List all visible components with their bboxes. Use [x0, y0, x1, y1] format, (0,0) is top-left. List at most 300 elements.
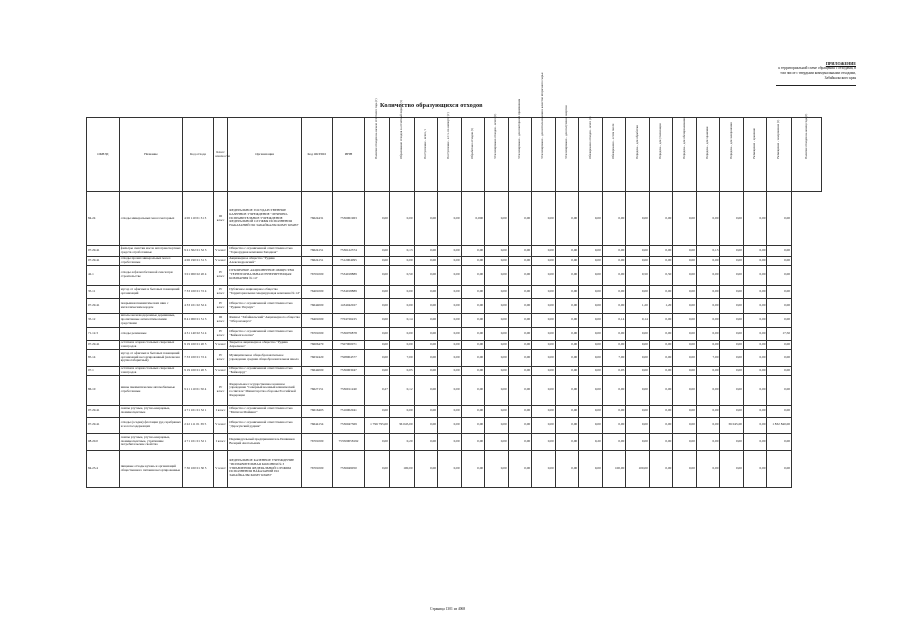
column-header [119, 118, 182, 192]
cell-value: 0,00 [579, 192, 603, 246]
cell-cls: V класс [213, 450, 227, 487]
cell-value: 0,00 [602, 192, 626, 246]
cell-value: 0,00 [579, 450, 603, 487]
cell-value: 0,00 [532, 349, 556, 366]
cell-value: 0,00 [532, 285, 556, 298]
cell-code: 4 06 190 01 31 3 [183, 257, 214, 266]
cell-value: 0,00 [720, 433, 744, 450]
cell-value: 0,00 [461, 285, 485, 298]
cell-value: 0,00 [696, 192, 720, 246]
cell-oktmo: 76606470 [301, 340, 332, 349]
column-header [485, 113, 509, 192]
cell-value: 100,00 [602, 450, 626, 487]
cell-value: 17,50 [767, 327, 792, 340]
cell-value: 0,00 [508, 375, 532, 405]
cell-value: 0,00 [696, 417, 720, 433]
cell-value: 0,00 [649, 417, 673, 433]
cell-value: 0,00 [555, 366, 579, 375]
cell-inn: 7516002041 [332, 405, 365, 417]
cell-org: Филиал "Забайкальский" Акционерного общества "Оборонэнерго" [228, 313, 302, 327]
cell-value: 0,00 [461, 433, 485, 450]
cell-cls: V класс [213, 366, 227, 375]
cell-org: Общество с ограниченной ответственностью "Байкалруд" [228, 366, 302, 375]
column-header [301, 118, 332, 192]
cell-inn: 7534018889 [332, 265, 365, 285]
table-row [87, 375, 822, 405]
cell-value: 0,00 [461, 366, 485, 375]
cell-inn: 7507000071 [332, 340, 365, 349]
cell-value: 0,00 [696, 285, 720, 298]
cell-value: 0,00 [743, 433, 767, 450]
cell-inn: 7704726225 [332, 313, 365, 327]
cell-code: 9 19 100 01 20 5 [183, 366, 214, 375]
cell-value: 0,00 [602, 285, 626, 298]
cell-inn: 1434042027 [332, 298, 365, 313]
cell-value: 0,00 [485, 298, 509, 313]
cell-value: 0,00 [532, 433, 556, 450]
cell-value: 0,00 [365, 327, 390, 340]
cell-value: 0,00 [532, 192, 556, 246]
column-header-label: Передача - для утилизации [658, 123, 663, 159]
cell-value: 1,20 [626, 298, 650, 313]
column-header [532, 72, 556, 192]
cell-value: 0,00 [485, 313, 509, 327]
cell-value: 0,00 [532, 366, 556, 375]
table-row [87, 417, 822, 433]
cell-value: 0,00 [720, 192, 744, 246]
cell-oktmo: 76624151 [301, 246, 332, 257]
appendix-line: к территориальной схеме обращения с отходами, в [778, 66, 856, 70]
cell-cls: IV класс [213, 285, 227, 298]
cell-value: 0,00 [414, 366, 438, 375]
cell-value: 1 832 840,00 [767, 417, 792, 433]
column-header-label: Утилизировано - для повторного применения [517, 98, 522, 159]
cell-cls: IV класс [213, 265, 227, 285]
cell-value: 0,00 [508, 417, 532, 433]
cell-value: 0,00 [461, 340, 485, 349]
column-header-label: Утилизировано отходов - всего (т) [493, 113, 498, 159]
cell-inn: 7536063047 [332, 366, 365, 375]
cell-value: 0,20 [389, 433, 414, 450]
appendix-title: ПРИЛОЖЕНИЕ [825, 61, 856, 66]
cell-code: 9 19 100 01 20 5 [183, 340, 214, 349]
table-row [87, 450, 822, 487]
cell-value: 0,00 [461, 375, 485, 405]
column-header-label: Передача - для захоронения [728, 121, 733, 159]
cell-value: 0,00 [602, 298, 626, 313]
cell-value: 0,00 [696, 340, 720, 349]
cell-inn: 7536076878 [332, 327, 365, 340]
table-row [87, 257, 822, 266]
cell-value: 0,00 [720, 257, 744, 266]
cell-value: 0,00 [743, 246, 767, 257]
cell-inn: 7536122374 [332, 246, 365, 257]
cell-value: 0,00 [414, 417, 438, 433]
cell-value: 0,00 [649, 450, 673, 487]
cell-value: 0,00 [438, 340, 462, 349]
cell-value: 0,00 [485, 246, 509, 257]
cell-code: 4 33 101 02 52 4 [183, 298, 214, 313]
cell-oktmo: 76616403 [301, 405, 332, 417]
cell-value: 0,00 [389, 405, 414, 417]
cell-value: 0,00 [767, 246, 792, 257]
cell-value: 0,00 [532, 313, 556, 327]
cell-value: 0,00 [365, 192, 390, 246]
column-header [720, 118, 744, 192]
cell-value: 0,00 [365, 313, 390, 327]
cell-value: 0,00 [767, 298, 792, 313]
cell-code: 4 06 110 01 31 3 [183, 192, 214, 246]
cell-value: 0,00 [414, 246, 438, 257]
cell-value: 0,00 [414, 298, 438, 313]
cell-name: мусор от офисных и бытовых помещений организаций [119, 285, 182, 298]
cell-name: отходы минеральных масел моторных [119, 192, 182, 246]
cell-value: 0,00 [365, 246, 390, 257]
cell-value: 0,00 [508, 265, 532, 285]
cell-value: 0,00 [602, 257, 626, 266]
cell-value: 0,00 [579, 285, 603, 298]
cell-value: 7,00 [696, 349, 720, 366]
column-header-label: Размещение - захоронение (т) [776, 119, 781, 159]
column-header [649, 118, 673, 192]
cell-name: фильтры очистки масла автотранспортных средств отработанные [119, 246, 182, 257]
cell-oktmo: 76401000 [301, 285, 332, 298]
cell-value: 0,00 [508, 285, 532, 298]
cell-oktmo: 76644000 [301, 366, 332, 375]
column-header [183, 118, 214, 192]
cell-value: 0,00 [555, 349, 579, 366]
cell-org: Муниципальное общеобразовательное учреждение средняя общеобразовательная школа [228, 349, 302, 366]
cell-value: 0,00 [365, 433, 390, 450]
cell-value: 0,00 [438, 450, 462, 487]
cell-org: Общество с ограниченной ответственностью "Дарасунский рудник" [228, 417, 302, 433]
cell-code: 7 33 100 01 72 4 [183, 285, 214, 298]
cell-value: 0,00 [696, 265, 720, 285]
cell-value: 0,00 [626, 366, 650, 375]
cell-value: 0,00 [602, 405, 626, 417]
cell-value: 0,00 [649, 313, 673, 327]
cell-name: отходы резиновые [119, 327, 182, 340]
cell-value: 0,05 [602, 366, 626, 375]
cell-cls: V класс [213, 340, 227, 349]
column-header-label: Передача - для обезвреживания [681, 116, 686, 159]
cell-inn: 7536061963 [332, 192, 365, 246]
column-header-label: Наличие отходов на конец года (т) [803, 113, 808, 159]
cell-org: Общество с ограниченной ответственностью "Байкалгеология" [228, 327, 302, 340]
cell-value: 0,00 [438, 285, 462, 298]
cell-name: пищевые отходы кухонь и организаций общественного питания несортированные [119, 450, 182, 487]
cell-code: 4 31 140 02 51 4 [183, 327, 214, 340]
cell-value: 0,00 [414, 192, 438, 246]
cell-value: 0,00 [438, 246, 462, 257]
table-body [87, 192, 822, 488]
cell-value: 0,00 [649, 433, 673, 450]
cell-value: 0,00 [555, 246, 579, 257]
cell-value: 0,00 [673, 366, 697, 375]
cell-value: 0,00 [555, 375, 579, 405]
cell-okved: 07.1 [87, 366, 120, 375]
cell-code: 2 22 111 01 39 5 [183, 417, 214, 433]
cell-value: 0,00 [461, 327, 485, 340]
cell-value: 100,00 [389, 450, 414, 487]
cell-value: 0,00 [720, 340, 744, 349]
cell-value: 0,00 [365, 340, 390, 349]
table-row [87, 265, 822, 285]
table-header-row [87, 118, 822, 192]
cell-value: 0,00 [673, 450, 697, 487]
cell-value: 0,00 [673, 375, 697, 405]
table-row [87, 313, 822, 327]
cell-value: 0,00 [579, 257, 603, 266]
cell-value: 0,50 [626, 265, 650, 285]
cell-value: 0,00 [365, 257, 390, 266]
cell-value: 0,00 [461, 298, 485, 313]
cell-value: 0,00 [696, 450, 720, 487]
cell-name: остатки и огарки стальных сварочных электродов [119, 366, 182, 375]
document-title: Количество образующихся отходов [380, 102, 483, 109]
page-footer: Страница 1301 из 4068 [430, 607, 466, 611]
table-row [87, 405, 822, 417]
cell-value: 0,00 [626, 417, 650, 433]
cell-value: 0,00 [414, 257, 438, 266]
cell-cls: V класс [213, 257, 227, 266]
cell-value: 0,00 [508, 433, 532, 450]
cell-value: 0,00 [532, 246, 556, 257]
cell-value: 0,00 [696, 375, 720, 405]
cell-name: остатки и огарки стальных сварочных электродов [119, 340, 182, 349]
cell-value: 0,00 [673, 246, 697, 257]
cell-value: 0,00 [767, 450, 792, 487]
cell-oktmo: 76632420 [301, 349, 332, 366]
appendix-rule [776, 85, 856, 86]
cell-value: 0,00 [461, 405, 485, 417]
cell-oktmo: 76701000 [301, 433, 332, 450]
cell-value: 0,00 [743, 192, 767, 246]
cell-value: 0,00 [767, 285, 792, 298]
table-row [87, 433, 822, 450]
cell-value: 0,00 [579, 375, 603, 405]
cell-value: 0,00 [673, 313, 697, 327]
cell-value: 0,00 [508, 450, 532, 487]
cell-value: 0,50 [389, 265, 414, 285]
cell-value: 0,00 [696, 327, 720, 340]
cell-code: 9 21 110 01 50 4 [183, 375, 214, 405]
cell-okved: 86.10 [87, 375, 120, 405]
cell-value: 0,00 [508, 246, 532, 257]
cell-code: 7 33 100 01 72 4 [183, 349, 214, 366]
cell-value: 0,00 [485, 192, 509, 246]
cell-value: 0,00 [461, 417, 485, 433]
cell-value: 0,12 [389, 375, 414, 405]
cell-value: 0,00 [532, 257, 556, 266]
cell-value: 0,00 [743, 327, 767, 340]
cell-value: 0,00 [602, 375, 626, 405]
cell-value: 0,00 [626, 285, 650, 298]
cell-value: 0,00 [389, 192, 414, 246]
cell-value: 0,20 [579, 433, 603, 450]
cell-cls: V класс [213, 417, 227, 433]
cell-value: 0,00 [720, 349, 744, 366]
cell-oktmo: 76644154 [301, 417, 332, 433]
column-header [602, 118, 626, 192]
cell-value: 36 045,00 [389, 417, 414, 433]
cell-value: 36 045,00 [720, 417, 744, 433]
cell-value: 0,00 [365, 366, 390, 375]
cell-oktmo: 76701000 [301, 265, 332, 285]
cell-inn: 7536911240 [332, 375, 365, 405]
cell-org: Закрытое акционерное общество "Рудник Апрелково" [228, 340, 302, 349]
cell-value: 0,00 [626, 246, 650, 257]
cell-value: 0,00 [414, 405, 438, 417]
cell-value: 1 796 795,00 [365, 417, 390, 433]
cell-value: 0,00 [673, 257, 697, 266]
cell-code: 4 71 101 01 52 1 [183, 405, 214, 417]
cell-cls: IV класс [213, 375, 227, 405]
cell-value: 0,27 [365, 375, 390, 405]
cell-name: лампы ртутные, ртутно-кварцевые, люминесцентные, утратившие потребительские свойства [119, 433, 182, 450]
column-header-label: Код отхода [190, 151, 206, 156]
cell-value: 0,00 [508, 327, 532, 340]
cell-value: 0,00 [602, 433, 626, 450]
appendix-line: Забайкальского края [824, 76, 856, 80]
cell-value: 0,00 [767, 313, 792, 327]
table-row [87, 327, 822, 340]
cell-value: 0,00 [461, 313, 485, 327]
cell-code: 9 21 302 01 52 3 [183, 246, 214, 257]
cell-value: 0,00 [767, 340, 792, 349]
column-header [696, 118, 720, 192]
column-header [626, 118, 650, 192]
cell-value: 0,00 [438, 298, 462, 313]
cell-value: 0,00 [743, 298, 767, 313]
cell-value: 0,00 [438, 375, 462, 405]
cell-value: 0,00 [414, 349, 438, 366]
cell-value: 0,00 [767, 349, 792, 366]
cell-value: 0,13 [696, 246, 720, 257]
cell-value: 0,00 [579, 405, 603, 417]
cell-value: 0,00 [767, 265, 792, 285]
cell-value: 0,00 [602, 265, 626, 285]
cell-org: Индивидуальный предприниматель Пешников Валерий Анатольевич [228, 433, 302, 450]
cell-value: 0,14 [389, 313, 414, 327]
cell-okved: 35.12 [87, 313, 120, 327]
column-header-label: Утилизировано - для использования в качестве вторичного сырья [540, 72, 545, 159]
column-header-label: Поступление - всего, т [422, 128, 427, 159]
cell-value: 0,00 [461, 246, 485, 257]
cell-value: 7,00 [389, 349, 414, 366]
column-header [579, 118, 603, 192]
cell-value: 0,00 [508, 349, 532, 366]
cell-value: 0,00 [743, 257, 767, 266]
cell-value: 0,00 [438, 265, 462, 285]
cell-okved: 07.29.41 [87, 246, 120, 257]
cell-value: 0,00 [743, 265, 767, 285]
cell-value: 0,00 [743, 417, 767, 433]
cell-value: 0,00 [767, 375, 792, 405]
cell-value: 0,00 [767, 257, 792, 266]
cell-value: 0,00 [508, 366, 532, 375]
cell-value: 0,00 [743, 375, 767, 405]
cell-value: 0,00 [626, 327, 650, 340]
cell-name: отходы прочих минеральных масел отработанные [119, 257, 182, 266]
cell-okved: 07.29.41 [87, 298, 120, 313]
cell-okved: 07.29.41 [87, 417, 120, 433]
column-header-label: Организация [255, 151, 274, 156]
column-header-label: ИНН [344, 151, 353, 156]
cell-value: 0,00 [626, 349, 650, 366]
cell-value: 0,00 [649, 375, 673, 405]
cell-value: 0,00 [696, 313, 720, 327]
cell-value: 0,00 [532, 375, 556, 405]
cell-name: мусор от офисных и бытовых помещений организаций несортированный (исключая крупногабаритный) [119, 349, 182, 366]
column-header [508, 98, 532, 192]
column-header [389, 99, 414, 192]
cell-value: 0,00 [720, 246, 744, 257]
cell-value: 0,00 [532, 265, 556, 285]
cell-oktmo: 76627151 [301, 375, 332, 405]
cell-value: 0,00 [438, 313, 462, 327]
column-header [461, 118, 485, 192]
cell-value: 0,00 [508, 405, 532, 417]
cell-cls: IV класс [213, 327, 227, 340]
cell-cls: IV класс [213, 298, 227, 313]
cell-oktmo: 76644000 [301, 298, 332, 313]
cell-code: 4 71 101 01 52 1 [183, 433, 214, 450]
cell-value: 0,00 [461, 265, 485, 285]
cell-value: 0,00 [649, 349, 673, 366]
cell-okved: 84.23.4 [87, 450, 120, 487]
cell-value: 0,00 [414, 450, 438, 487]
cell-value: 0,00 [532, 327, 556, 340]
cell-value: 0,00 [649, 340, 673, 349]
cell-value: 0,00 [365, 265, 390, 285]
column-header-label: ОКВЭД [97, 151, 109, 156]
column-header-label: Обработано отходов (т) [469, 127, 474, 159]
cell-value: 0,00 [555, 257, 579, 266]
cell-value: 0,00 [626, 433, 650, 450]
column-header-label: Размещение - хранение [752, 127, 757, 159]
cell-value: 0,00 [743, 450, 767, 487]
cell-inn: 753500058192 [332, 433, 365, 450]
cell-value: 0,00 [414, 313, 438, 327]
column-header [365, 98, 390, 192]
cell-value: 0,00 [485, 450, 509, 487]
cell-value: 0,00 [579, 340, 603, 349]
cell-value: 0,000 [461, 192, 485, 246]
cell-value: 0,00 [720, 366, 744, 375]
cell-value: 0,00 [743, 285, 767, 298]
column-header [213, 118, 230, 192]
cell-value: 0,00 [414, 433, 438, 450]
cell-value: 0,00 [532, 417, 556, 433]
cell-value: 0,00 [485, 340, 509, 349]
cell-okved: 07.29.41 [87, 405, 120, 417]
cell-name: лампы ртутные, ртутно-кварцевые, люминесцентные [119, 405, 182, 417]
cell-value: 0,00 [414, 265, 438, 285]
cell-cls: IV класс [213, 349, 227, 366]
cell-value: 0,00 [438, 417, 462, 433]
cell-value: 0,00 [626, 340, 650, 349]
column-header [743, 118, 767, 192]
cell-code: 7 36 100 01 30 5 [183, 450, 214, 487]
cell-value: 0,00 [365, 450, 390, 487]
cell-value: 0,00 [673, 192, 697, 246]
cell-value: 0,00 [414, 375, 438, 405]
cell-value: 0,00 [438, 192, 462, 246]
cell-value: 0,00 [696, 298, 720, 313]
cell-value: 0,00 [720, 375, 744, 405]
cell-okved: 35.11 [87, 285, 120, 298]
